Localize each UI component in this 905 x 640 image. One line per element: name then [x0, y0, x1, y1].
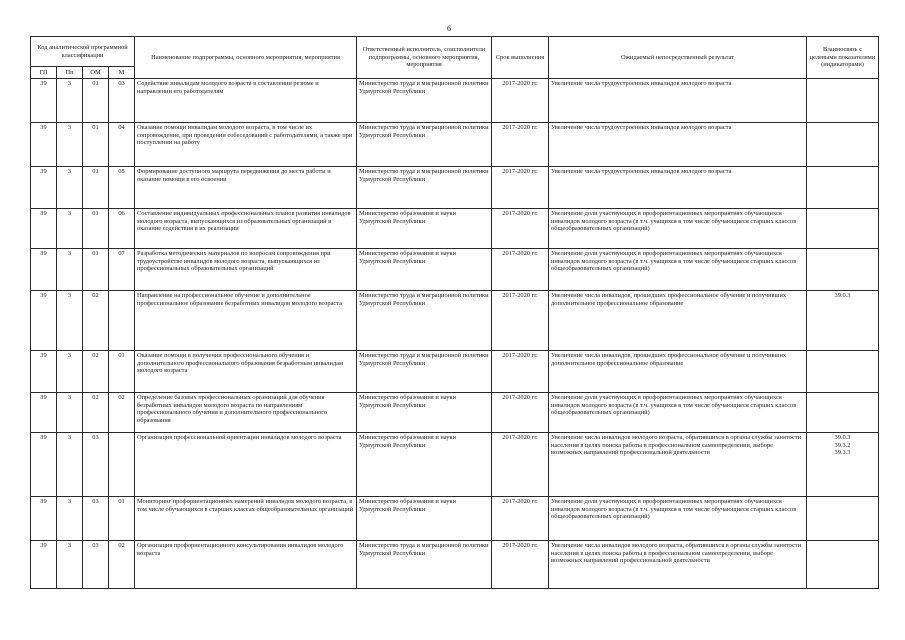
cell-name: Формирование доступного маршрута передвижения до места работы и оказание помощи в его освоении	[135, 167, 357, 209]
cell-m	[109, 291, 135, 351]
cell-m: 02	[109, 393, 135, 433]
header-gp: ГП	[31, 67, 57, 79]
cell-m: 03	[109, 79, 135, 123]
cell-gp: 39	[31, 541, 57, 589]
cell-name: Мониторинг профориентационных намерений инвалидов молодого возраста, в том числе обучающихся в старших классах общеобразовательных организаций	[135, 497, 357, 541]
table-row	[31, 209, 879, 249]
cell-result: Увеличение доли участвующих в профориентационных мероприятиях обучающихся инвалидов молодого возраста (в т.ч. учащихся в том числе обучающиеся старших классов общеобразовательных организаций)	[549, 249, 807, 291]
cell-gp: 39	[31, 497, 57, 541]
cell-executor: Министерство образования и науки Удмуртской Республики	[357, 249, 492, 291]
cell-name: Организация профориентационного консультирования инвалидов молодого возраста	[135, 541, 357, 589]
cell-executor: Министерство труда и миграционной политики Удмуртской Республики	[357, 351, 492, 393]
table-body	[31, 79, 879, 589]
cell-link	[807, 209, 879, 249]
cell-om: 02	[83, 393, 109, 433]
cell-link	[807, 433, 879, 497]
indicator-code: 39.0.3	[834, 434, 851, 441]
table-row	[31, 497, 879, 541]
cell-result: Увеличение числа инвалидов молодого возраста, обратившихся в органы службы занятости населения в целях поиска работы в профессиональном самоопределении, выборе возможных направлений профессиональной деятельности	[549, 541, 807, 589]
table-row	[31, 167, 879, 209]
cell-term: 2017-2020 гг.	[492, 497, 549, 541]
header-executor: Ответственный исполнитель, соисполнители подпрограммы, основного мероприятия, мероприятия	[357, 37, 492, 79]
cell-gp: 39	[31, 433, 57, 497]
cell-executor: Министерство труда и миграционной политики Удмуртской Республики	[357, 123, 492, 167]
cell-link	[807, 393, 879, 433]
table-row	[31, 351, 879, 393]
cell-om: 03	[83, 433, 109, 497]
table-row	[31, 79, 879, 123]
cell-executor: Министерство образования и науки Удмуртской Республики	[357, 433, 492, 497]
cell-gp: 39	[31, 351, 57, 393]
cell-term: 2017-2020 гг.	[492, 79, 549, 123]
cell-term: 2017-2020 гг.	[492, 541, 549, 589]
cell-term: 2017-2020 гг.	[492, 167, 549, 209]
cell-link	[807, 351, 879, 393]
page-number: 6	[447, 24, 451, 33]
cell-gp: 39	[31, 167, 57, 209]
header-term: Срок выполнения	[492, 37, 549, 79]
cell-link	[807, 541, 879, 589]
cell-result: Увеличение числа трудоустроенных инвалидов молодого возраста	[549, 167, 807, 209]
cell-m: 04	[109, 123, 135, 167]
cell-m	[109, 433, 135, 497]
cell-om: 01	[83, 167, 109, 209]
cell-name: Организация профессиональной ориентации инвалидов молодого возраста	[135, 433, 357, 497]
cell-m: 01	[109, 351, 135, 393]
cell-result: Увеличение доли участвующих в профориентационных мероприятиях обучающихся инвалидов молодого возраста (в т.ч. учащихся в том числе обучающиеся старших классов общеобразовательных организаций)	[549, 393, 807, 433]
header-link: Взаимосвязь с целевыми показателями (индикаторами)	[807, 37, 879, 79]
cell-om: 03	[83, 541, 109, 589]
table-row	[31, 249, 879, 291]
cell-name: Определение базовых профессиональных организаций для обучения безработных инвалидов молодого возраста по направлениям профессионального обучения и дополнительного профессионального образования	[135, 393, 357, 433]
cell-term: 2017-2020 гг.	[492, 249, 549, 291]
header-pp: Пп	[57, 67, 83, 79]
cell-pp: 3	[57, 497, 83, 541]
cell-m: 07	[109, 249, 135, 291]
cell-term: 2017-2020 гг.	[492, 209, 549, 249]
cell-m: 05	[109, 167, 135, 209]
cell-pp: 3	[57, 79, 83, 123]
table-row	[31, 541, 879, 589]
cell-om: 03	[83, 497, 109, 541]
cell-link	[807, 167, 879, 209]
cell-pp: 3	[57, 291, 83, 351]
cell-link	[807, 79, 879, 123]
cell-result: Увеличение числа инвалидов молодого возраста, обратившихся в органы службы занятости населения в целях поиска работы в профессиональном самоопределении, выборе возможных направлений профессиональной деятельности	[549, 433, 807, 497]
cell-executor: Министерство труда и миграционной политики Удмуртской Республики	[357, 291, 492, 351]
header-m: М	[109, 67, 135, 79]
cell-pp: 3	[57, 541, 83, 589]
cell-m: 06	[109, 209, 135, 249]
header-name: Наименование подпрограммы, основного мероприятия, мероприятия	[135, 37, 357, 79]
cell-executor: Министерство образования и науки Удмуртской Республики	[357, 393, 492, 433]
cell-executor: Министерство образования и науки Удмуртской Республики	[357, 209, 492, 249]
header-om: ОМ	[83, 67, 109, 79]
cell-term: 2017-2020 гг.	[492, 291, 549, 351]
cell-name: Направление на профессиональное обучение и дополнительное профессиональное образование безработных инвалидов молодого возраста	[135, 291, 357, 351]
cell-executor: Министерство образования и науки Удмуртской Республики	[357, 497, 492, 541]
cell-result: Увеличение числа инвалидов, прошедших профессиональное обучение и получивших дополнительное профессиональное образование	[549, 291, 807, 351]
cell-result: Увеличение доли участвующих в профориентационных мероприятиях обучающихся инвалидов молодого возраста (в т.ч. учащихся в том числе обучающиеся старших классов общеобразовательных организаций)	[549, 497, 807, 541]
header-code-group: Код аналитической программной классификации	[31, 37, 135, 67]
cell-gp: 39	[31, 79, 57, 123]
cell-result: Увеличение числа трудоустроенных инвалидов молодого возраста	[549, 79, 807, 123]
cell-name: Оказание помощи в получении профессионального обучения и дополнительного профессионального образования безработным инвалидам молодого возраста	[135, 351, 357, 393]
cell-gp: 39	[31, 393, 57, 433]
cell-link	[807, 123, 879, 167]
cell-gp: 39	[31, 291, 57, 351]
cell-link	[807, 249, 879, 291]
cell-pp: 3	[57, 433, 83, 497]
indicator-code: 39.3.2	[834, 441, 851, 449]
cell-name: Оказание помощи инвалидам молодого возраста, в том числе их сопровождение, при проведении собеседований с работодателями, а также при поступлении на работу	[135, 123, 357, 167]
cell-om: 01	[83, 209, 109, 249]
table-row	[31, 123, 879, 167]
cell-gp: 39	[31, 209, 57, 249]
cell-pp: 3	[57, 393, 83, 433]
indicator-code: 39.0.3	[834, 292, 851, 299]
cell-om: 02	[83, 351, 109, 393]
cell-om: 02	[83, 291, 109, 351]
cell-executor: Министерство труда и миграционной политики Удмуртской Республики	[357, 167, 492, 209]
cell-term: 2017-2020 гг.	[492, 433, 549, 497]
cell-result: Увеличение числа трудоустроенных инвалидов молодого возраста	[549, 123, 807, 167]
indicator-code: 39.3.3	[834, 449, 851, 457]
cell-term: 2017-2020 гг.	[492, 351, 549, 393]
cell-executor: Министерство труда и миграционной политики Удмуртской Республики	[357, 541, 492, 589]
cell-om: 01	[83, 249, 109, 291]
cell-term: 2017-2020 гг.	[492, 123, 549, 167]
cell-pp: 3	[57, 351, 83, 393]
cell-link	[807, 291, 879, 351]
cell-gp: 39	[31, 123, 57, 167]
cell-m: 02	[109, 541, 135, 589]
cell-om: 01	[83, 79, 109, 123]
cell-om: 01	[83, 123, 109, 167]
cell-executor: Министерство труда и миграционной политики Удмуртской Республики	[357, 79, 492, 123]
program-table	[30, 36, 879, 589]
header-result: Ожидаемый непосредственный результат	[549, 37, 807, 79]
cell-name: Разработка методических материалов по вопросам сопровождения при трудоустройстве инвалидов молодого возраста, выпускающихся из профессиональных образовательных организаций	[135, 249, 357, 291]
cell-m: 01	[109, 497, 135, 541]
cell-name: Составление индивидуальных профессиональных планов развития инвалидов молодого возраста, выпускающихся из образовательных организаций и оказание содействия в их реализации	[135, 209, 357, 249]
table-row	[31, 433, 879, 497]
cell-result: Увеличение числа инвалидов, прошедших профессиональное обучение и получивших дополнительное профессиональное образование	[549, 351, 807, 393]
table-row	[31, 291, 879, 351]
cell-link	[807, 497, 879, 541]
cell-result: Увеличение доли участвующих в профориентационных мероприятиях обучающихся инвалидов молодого возраста (в т.ч. учащихся в том числе обучающиеся старших классов общеобразовательных организаций)	[549, 209, 807, 249]
cell-pp: 3	[57, 209, 83, 249]
cell-gp: 39	[31, 249, 57, 291]
table-row	[31, 393, 879, 433]
cell-name: Содействие инвалидам молодого возраста в составлении резюме и направлении его работодателям	[135, 79, 357, 123]
cell-term: 2017-2020 гг.	[492, 393, 549, 433]
cell-pp: 3	[57, 123, 83, 167]
cell-pp: 3	[57, 167, 83, 209]
cell-pp: 3	[57, 249, 83, 291]
